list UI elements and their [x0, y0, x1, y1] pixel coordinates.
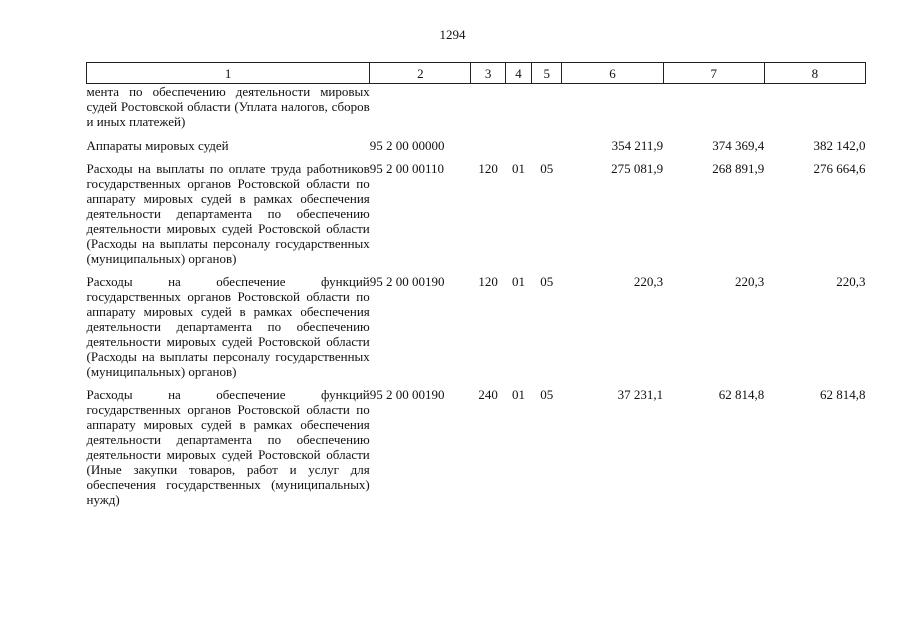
row-target-code: 95 2 00 00000	[369, 138, 445, 153]
row-amount-col7	[663, 84, 764, 139]
row-expense-type: 120	[478, 274, 498, 289]
row-amount-col7: 220,3	[735, 274, 765, 289]
row-amount-col6: 37 231,1	[617, 387, 664, 402]
row-section	[505, 138, 531, 161]
row-expense-type	[471, 138, 505, 161]
row-amount-col6	[562, 84, 663, 139]
row-target-code: 95 2 00 00190	[369, 274, 445, 289]
row-target-code: 95 2 00 00190	[369, 387, 445, 402]
header-col-6: 6	[562, 63, 663, 84]
row-description: Расходы на обеспечение функций государственных органов Ростовской области по аппарату мировых судей в рамках обеспечения деятельности департамента по обеспечению деятельности мировых судей Ростовской области (Расходы на выплаты персоналу государственных (муниципальных) органов)	[86, 274, 370, 379]
row-amount-col8: 62 814,8	[820, 387, 866, 402]
row-amount-col7: 374 369,4	[712, 138, 765, 153]
row-target-code	[370, 84, 471, 139]
row-amount-col8: 276 664,6	[813, 161, 866, 176]
row-expense-type	[471, 84, 505, 139]
row-description: мента по обеспечению деятельности мировых судей Ростовской области (Уплата налогов, сборов и иных платежей)	[86, 84, 370, 129]
table-row	[87, 84, 866, 139]
row-amount-col8	[764, 84, 865, 139]
row-amount-col6: 275 081,9	[611, 161, 664, 176]
row-section	[505, 84, 531, 139]
row-expense-type: 240	[478, 387, 498, 402]
table-row	[87, 138, 866, 161]
row-amount-col7: 62 814,8	[718, 387, 765, 402]
header-col-7: 7	[663, 63, 764, 84]
row-subsection	[532, 84, 562, 139]
row-expense-type: 120	[478, 161, 498, 176]
row-amount-col6: 220,3	[633, 274, 664, 289]
table-row	[87, 274, 866, 387]
row-subsection: 05	[540, 387, 554, 402]
row-target-code: 95 2 00 00110	[369, 161, 445, 176]
row-amount-col8: 220,3	[836, 274, 866, 289]
row-section: 01	[511, 274, 525, 289]
row-amount-col7: 268 891,9	[712, 161, 765, 176]
budget-table	[86, 62, 866, 507]
row-description: Аппараты мировых судей	[86, 138, 229, 153]
row-subsection: 05	[540, 274, 554, 289]
row-description: Расходы на выплаты по оплате труда работников государственных органов Ростовской области по аппарату мировых судей в рамках обеспечения деятельности департамента по обеспечению деятельности мировых судей Ростовской области (Расходы на выплаты персоналу государственных (муниципальных) органов)	[86, 161, 370, 266]
header-col-8: 8	[764, 63, 865, 84]
page-number: 1294	[439, 27, 466, 42]
row-subsection	[532, 138, 562, 161]
table-row	[87, 161, 866, 274]
row-amount-col8: 382 142,0	[813, 138, 866, 153]
row-amount-col6: 354 211,9	[611, 138, 664, 153]
header-col-1: 1	[87, 63, 370, 84]
row-section: 01	[511, 161, 525, 176]
header-col-3: 3	[471, 63, 505, 84]
table-row	[87, 387, 866, 507]
header-col-5: 5	[532, 63, 562, 84]
row-section: 01	[511, 387, 525, 402]
row-description: Расходы на обеспечение функций государственных органов Ростовской области по аппарату мировых судей в рамках обеспечения деятельности департамента по обеспечению деятельности мировых судей Ростовской области (Иные закупки товаров, работ и услуг для обеспечения государственных (муниципальных) нужд)	[86, 387, 370, 507]
row-subsection: 05	[540, 161, 554, 176]
header-col-2: 2	[370, 63, 471, 84]
table-header-row	[87, 63, 866, 84]
header-col-4: 4	[505, 63, 531, 84]
